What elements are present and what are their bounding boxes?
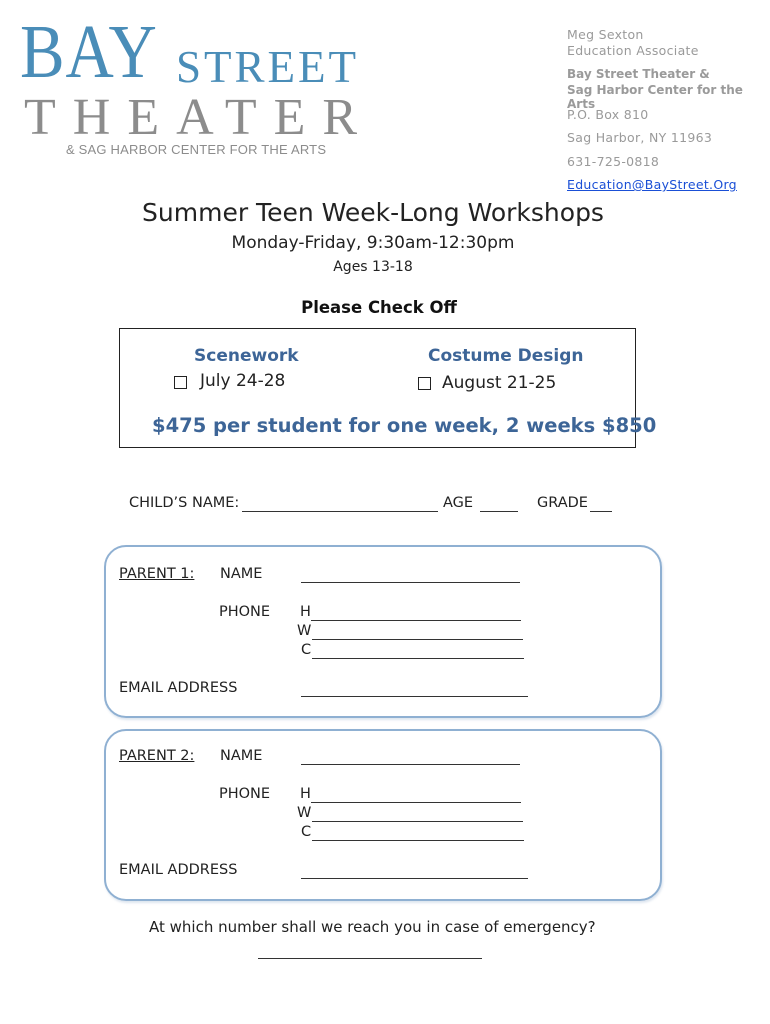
child-age-field[interactable] — [480, 511, 518, 512]
parent1-name-field[interactable] — [301, 582, 520, 583]
ages-text: Ages 13-18 — [333, 259, 413, 275]
contact-name: Meg Sexton — [567, 27, 644, 42]
contact-role: Education Associate — [567, 43, 699, 58]
logo-tagline: & SAG HARBOR CENTER FOR THE ARTS — [66, 142, 327, 157]
parent1-phone-cell-label: C — [301, 642, 312, 658]
page-title: Summer Teen Week-Long Workshops — [142, 198, 604, 227]
option-scenework-name: Scenework — [194, 346, 299, 366]
parent2-phone-work-field[interactable] — [312, 821, 523, 822]
child-name-field[interactable] — [242, 511, 438, 512]
parent1-email-label: EMAIL ADDRESS — [119, 680, 238, 696]
parent2-phone-label: PHONE — [219, 786, 271, 802]
logo-theater-text: THEATER — [24, 89, 375, 146]
emergency-question: At which number shall we reach you in case of emergency? — [149, 918, 596, 936]
parent1-phone-work-label: W — [297, 623, 312, 639]
parent1-phone-label: PHONE — [219, 604, 271, 620]
option-scenework-checkbox[interactable] — [174, 376, 187, 389]
parent1-name-label: NAME — [220, 566, 263, 582]
parent2-label: PARENT 2: — [119, 748, 195, 764]
price-text: $475 per student for one week, 2 weeks $850 — [152, 414, 657, 437]
option-costume-design-date: August 21-25 — [442, 373, 557, 393]
logo-bay-text: BAY — [20, 10, 158, 94]
option-costume-design-name: Costume Design — [428, 346, 584, 366]
parent1-phone-home-field[interactable] — [311, 620, 521, 621]
parent2-name-label: NAME — [220, 748, 263, 764]
parent2-phone-home-label: H — [300, 786, 311, 802]
parent1-label: PARENT 1: — [119, 566, 195, 582]
option-costume-design-checkbox[interactable] — [418, 377, 431, 390]
check-off-heading: Please Check Off — [301, 298, 457, 317]
parent1-email-field[interactable] — [301, 696, 528, 697]
contact-org-line2: Sag Harbor Center for the Arts — [567, 83, 743, 111]
parent2-phone-work-label: W — [297, 805, 312, 821]
parent2-name-field[interactable] — [301, 764, 520, 765]
contact-org-line1: Bay Street Theater & — [567, 67, 710, 81]
option-scenework-date: July 24-28 — [200, 371, 286, 391]
parent2-phone-home-field[interactable] — [311, 802, 521, 803]
emergency-number-field[interactable] — [258, 958, 482, 959]
parent2-email-field[interactable] — [301, 878, 528, 879]
parent2-phone-cell-field[interactable] — [312, 840, 524, 841]
child-age-label: AGE — [443, 495, 474, 511]
parent1-phone-work-field[interactable] — [312, 639, 523, 640]
child-grade-field[interactable] — [590, 511, 612, 512]
parent2-email-label: EMAIL ADDRESS — [119, 862, 238, 878]
parent1-phone-home-label: H — [300, 604, 311, 620]
child-name-label: CHILD’S NAME: — [129, 495, 240, 511]
parent2-phone-cell-label: C — [301, 824, 312, 840]
child-grade-label: GRADE — [537, 495, 588, 511]
schedule-text: Monday-Friday, 9:30am-12:30pm — [231, 233, 515, 253]
logo-street-text: STREET — [176, 41, 359, 92]
contact-phone: 631-725-0818 — [567, 154, 660, 169]
parent1-phone-cell-field[interactable] — [312, 658, 524, 659]
contact-city: Sag Harbor, NY 11963 — [567, 130, 713, 145]
contact-email-link[interactable]: Education@BayStreet.Org — [567, 177, 737, 192]
contact-po-box: P.O. Box 810 — [567, 107, 649, 122]
